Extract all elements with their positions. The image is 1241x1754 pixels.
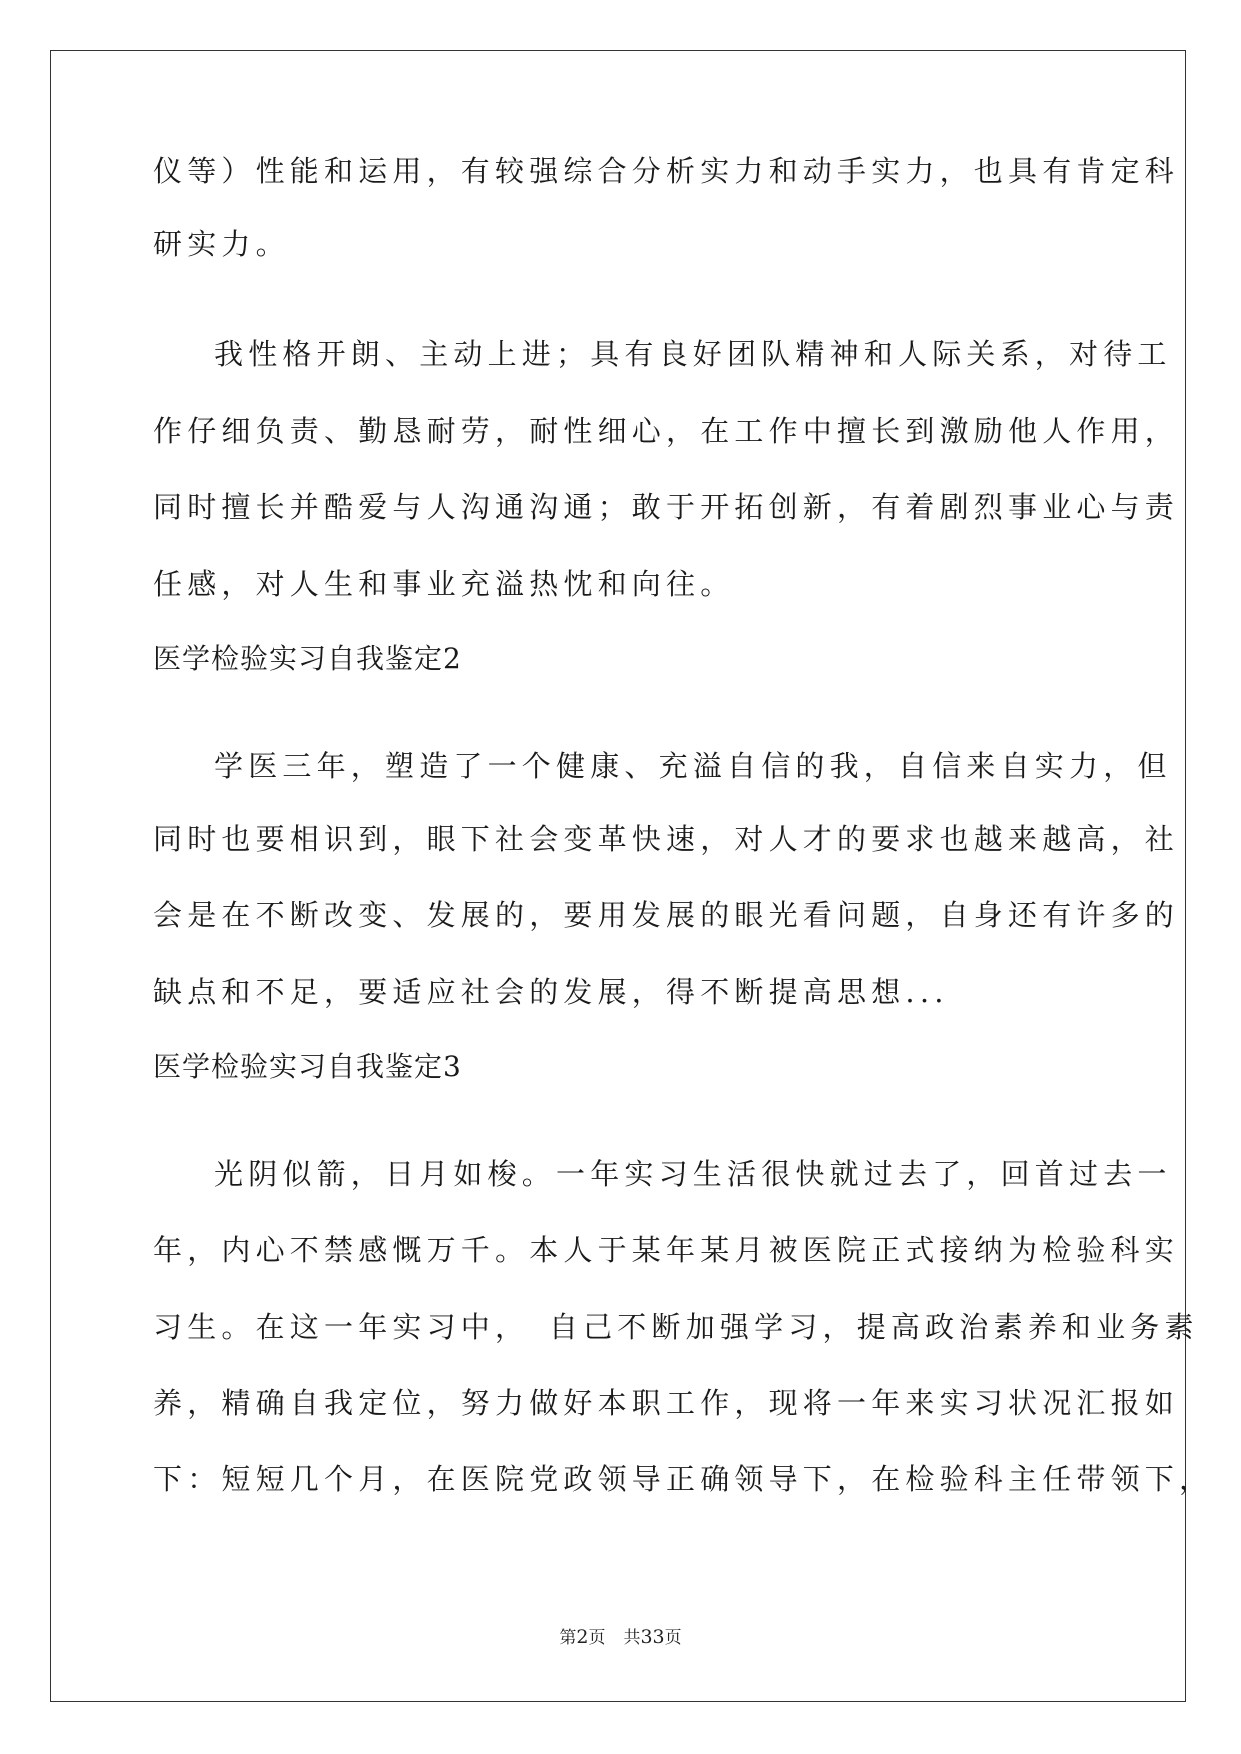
page-border (50, 50, 1186, 1702)
body-line: 任感，对人生和事业充溢热忱和向往。 (153, 567, 735, 601)
body-line: 会是在不断改变、发展的，要用发展的眼光看问题，自身还有许多的 (153, 898, 1180, 932)
page-footer (0, 1625, 1241, 1650)
body-line: 养，精确自我定位，努力做好本职工作，现将一年来实习状况汇报如 (153, 1386, 1180, 1420)
total-suffix: 页 (664, 1628, 682, 1648)
body-line: 光阴似箭，日月如梭。一年实习生活很快就过去了，回首过去一 (214, 1157, 1172, 1191)
page-prefix: 第 (559, 1628, 577, 1648)
total-prefix: 共 (623, 1628, 641, 1648)
body-line: 习生。在这一年实习中， 自己不断加强学习，提高政治素养和业务素 (153, 1310, 1199, 1344)
body-line: 下：短短几个月，在医院党政领导正确领导下，在检验科主任带领下， (153, 1462, 1214, 1496)
body-line: 缺点和不足，要适应社会的发展，得不断提高思想... (153, 975, 949, 1009)
body-line: 仪等）性能和运用，有较强综合分析实力和动手实力，也具有肯定科 (153, 154, 1180, 188)
body-line: 年，内心不禁感慨万千。本人于某年某月被医院正式接纳为检验科实 (153, 1233, 1180, 1267)
page-number: 2 (576, 1626, 589, 1648)
section-heading: 医学检验实习自我鉴定2 (153, 642, 462, 675)
page-total: 33 (640, 1626, 665, 1648)
body-line: 学医三年，塑造了一个健康、充溢自信的我，自信来自实力，但 (214, 749, 1172, 783)
body-line: 我性格开朗、主动上进；具有良好团队精神和人际关系，对待工 (214, 337, 1172, 371)
body-line: 作仔细负责、勤恳耐劳，耐性细心，在工作中擅长到激励他人作用， (153, 414, 1180, 448)
section-heading: 医学检验实习自我鉴定3 (153, 1050, 462, 1083)
body-line: 研实力。 (153, 227, 290, 261)
body-line: 同时擅长并酷爱与人沟通沟通；敢于开拓创新，有着剧烈事业心与责 (153, 490, 1180, 524)
page-suffix: 页 (588, 1628, 606, 1648)
body-line: 同时也要相识到，眼下社会变革快速，对人才的要求也越来越高，社 (153, 822, 1180, 856)
